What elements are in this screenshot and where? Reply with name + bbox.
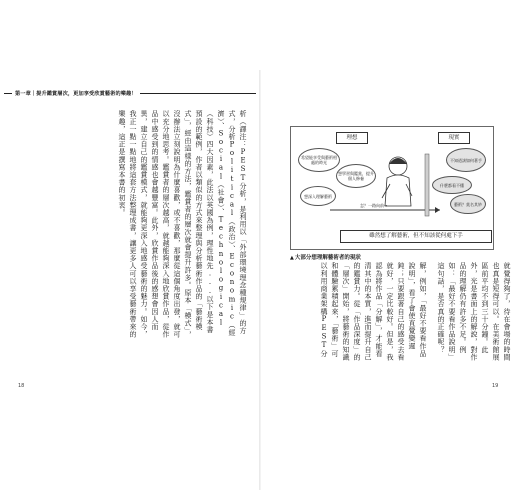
right-page-body-text-continued: 解，例如，「最好不要看作品說明」，看了會使直覺變遲鈍；只要跟著自己的感受去看就好，一定比較好。但是，我認為將作品「分解」，才能看清其中的本質，進而提升自己的鑑賞力。從「作品深度」的「層次」開始，將藝術的知識和體驗累積起來，「藝術」可以利用商業架構PEST分 bbox=[320, 262, 427, 361]
chapter-label: 第一章｜提升鑑賞層次，更加享受欣賞藝術的樂趣！ bbox=[15, 90, 137, 97]
header-rule-right bbox=[140, 93, 256, 94]
reality-bubble-1: 不知道該如何著手 bbox=[446, 148, 486, 172]
reality-box-title: 現實 bbox=[438, 132, 470, 144]
arrow-label: 怎？一路向前→ bbox=[360, 203, 388, 208]
figure-bottom-bar: 雖然想了解藝術，但不知該從何處下手 bbox=[340, 230, 492, 243]
book-gutter bbox=[259, 70, 261, 490]
caption-triangle-icon: ▲ bbox=[290, 255, 294, 261]
ideal-bubble-1: 希望能享受與藝術相處的時光 bbox=[298, 148, 340, 172]
left-page-number: 18 bbox=[18, 383, 25, 389]
ideal-box-title: 理想 bbox=[336, 132, 368, 144]
header-rule-left bbox=[4, 93, 12, 94]
reality-bubble-2: 什麼都看不懂 bbox=[432, 176, 472, 194]
chapter-header bbox=[4, 86, 256, 100]
right-page-number: 19 bbox=[492, 383, 499, 389]
ideal-bubble-3: 想深入理解藝術 bbox=[300, 186, 336, 206]
figure-caption bbox=[290, 253, 361, 261]
right-page-body-text: 就覺得夠了，待在會場的時間也真是短得可以。在美術館展區前平均不到三十分鐘。此外，光是書面上的解說，對作品的理解仍有許多不足。例如：「最好不要看作品說明」這句話，是否真的正確呢？ bbox=[437, 262, 511, 361]
reality-bubble-3: 藝術？莫名其妙 bbox=[450, 194, 486, 214]
left-page-body-text: 析（譯注：PEST分析，是利用以「外部環境理念種規律」的方式，分析Political（政治）、Economic（經濟）、Social（社會）、Technological（科技）四大因素，此法以英國為例，理性地先...以下是本書預設的範例，作者以類似的方式來整理與分析藝術作品的「藝術模式」，經由這樣的方法，鑑賞者的層次就會提升許多。原本「模式」，沒辦法立刻說明為什麼喜歡，或不喜歡，那麼從這個角度出發，就可以充分地思考。鑑賞者的層次越高，就越能夠深入地欣賞作品，從作品中感受到的情感也會越豐富。此外，欣賞作品後的感想會因人而異，建立自己的鑑賞模式，就能夠更深入地感受藝術的魅力。如今，我正一點一點地將這套方法整理成書，讓更多人可以享受藝術帶來的樂趣，這正是撰寫本書的初衷。 bbox=[118, 110, 247, 339]
ideal-bubble-2: 想學習與鑑賞，提升個人修養 bbox=[336, 164, 376, 188]
figure-caption-text: 大部分想理解藝術者的現狀 bbox=[294, 255, 361, 261]
